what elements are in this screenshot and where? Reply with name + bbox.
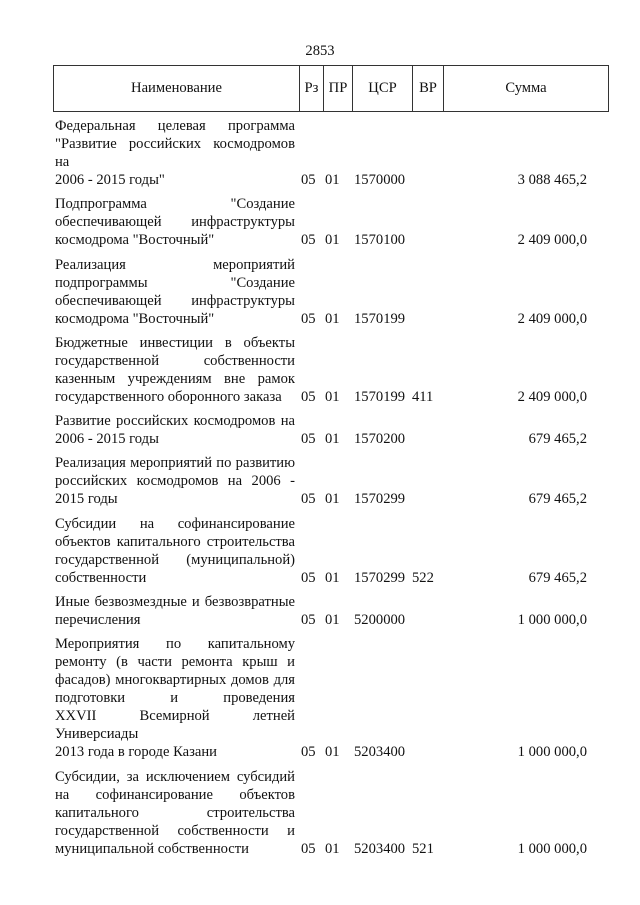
header-csr: ЦСР xyxy=(353,66,413,111)
row-name-line: Развитие российских космодромов на xyxy=(55,413,295,430)
row-sum: 2 409 000,0 xyxy=(517,388,587,405)
row-name-line: Иные безвозмездные и безвозвратные xyxy=(55,594,295,611)
row-name-line: космодрома "Восточный" xyxy=(55,232,215,249)
row-csr: 1570199 xyxy=(354,310,406,327)
row-vr: 522 xyxy=(412,569,434,586)
table-header xyxy=(53,65,609,112)
table-body xyxy=(55,117,587,864)
row-pr: 01 xyxy=(325,431,340,448)
row-pr: 01 xyxy=(325,569,340,586)
row-csr: 1570299 xyxy=(354,491,406,508)
table-row xyxy=(55,635,587,761)
row-name-line: муниципальной собственности xyxy=(55,840,249,857)
row-sum: 3 088 465,2 xyxy=(517,172,587,188)
row-rz: 05 xyxy=(301,172,316,188)
table-row xyxy=(55,454,587,508)
row-csr: 1570299 xyxy=(354,569,406,586)
row-name-line: российских космодромов на 2006 - xyxy=(55,473,295,490)
row-rz: 05 xyxy=(301,840,316,857)
table-row xyxy=(55,412,587,448)
header-pr: ПР xyxy=(324,66,353,111)
row-csr: 1570100 xyxy=(354,232,406,249)
row-name-line: подготовки и проведения xyxy=(55,690,295,707)
row-name xyxy=(55,635,295,761)
header-name: Наименование xyxy=(54,66,300,111)
row-name-line: собственности xyxy=(55,569,147,586)
row-name-line: 2006 - 2015 годы" xyxy=(55,172,165,188)
table-row xyxy=(55,117,587,189)
row-name xyxy=(55,593,295,629)
row-name xyxy=(55,768,295,858)
row-name-line: государственной собственности xyxy=(55,352,295,369)
row-name-line: 2013 года в городе Казани xyxy=(55,744,217,761)
row-name-line: 2015 годы xyxy=(55,491,118,508)
row-name-line: государственного оборонного заказа xyxy=(55,388,282,405)
row-name-line: на софинансирование объектов xyxy=(55,786,295,803)
row-name xyxy=(55,412,295,448)
row-pr: 01 xyxy=(325,310,340,327)
row-csr: 5203400 xyxy=(354,744,406,761)
row-csr: 1570200 xyxy=(354,431,406,448)
row-name-line: Реализация мероприятий по развитию xyxy=(55,455,295,472)
row-name-line: XXVII Всемирной летней Универсиады xyxy=(55,708,295,743)
row-name-line: перечисления xyxy=(55,612,141,629)
row-name-line: ремонту (в части ремонта крыш и xyxy=(55,654,295,671)
row-rz: 05 xyxy=(301,310,316,327)
row-sum: 2 409 000,0 xyxy=(517,310,587,327)
row-sum: 679 465,2 xyxy=(528,569,587,586)
row-rz: 05 xyxy=(301,612,316,629)
row-name-line: обеспечивающей инфраструктуры xyxy=(55,214,295,231)
row-pr: 01 xyxy=(325,612,340,629)
row-name-line: Субсидии, за исключением субсидий xyxy=(55,768,295,785)
header-sum: Сумма xyxy=(505,80,547,96)
row-name-line: космодрома "Восточный" xyxy=(55,310,215,327)
table-row xyxy=(55,256,587,328)
table-row xyxy=(55,515,587,587)
row-rz: 05 xyxy=(301,388,316,405)
row-sum: 679 465,2 xyxy=(528,431,587,448)
row-name-line: Реализация мероприятий xyxy=(55,256,295,273)
row-name-line: "Развитие российских космодромов на xyxy=(55,136,295,170)
row-name-line: капитального строительства xyxy=(55,804,295,821)
table-row xyxy=(55,195,587,249)
row-name-line: подпрограммы "Создание xyxy=(55,274,295,291)
table-row xyxy=(55,768,587,858)
row-name-line: обеспечивающей инфраструктуры xyxy=(55,292,295,309)
row-name-line: 2006 - 2015 годы xyxy=(55,431,159,448)
row-name-line: объектов капитального строительства xyxy=(55,533,295,550)
row-csr: 1570199 xyxy=(354,388,406,405)
row-vr: 521 xyxy=(412,840,434,857)
row-name xyxy=(55,334,295,406)
row-pr: 01 xyxy=(325,172,340,188)
row-pr: 01 xyxy=(325,388,340,405)
row-pr: 01 xyxy=(325,232,340,249)
row-csr: 5203400 xyxy=(354,840,406,857)
row-name-line: казенным учреждениям вне рамок xyxy=(55,370,295,387)
row-csr: 1570000 xyxy=(354,172,406,188)
table-row xyxy=(55,334,587,406)
row-sum: 679 465,2 xyxy=(528,491,587,508)
row-name xyxy=(55,117,295,189)
row-name-line: Субсидии на софинансирование xyxy=(55,515,295,532)
row-sum: 1 000 000,0 xyxy=(517,840,587,857)
row-pr: 01 xyxy=(325,840,340,857)
row-name-line: Бюджетные инвестиции в объекты xyxy=(55,334,295,351)
row-sum: 1 000 000,0 xyxy=(517,612,587,629)
header-rz: Рз xyxy=(300,66,324,111)
row-sum: 2 409 000,0 xyxy=(517,232,587,249)
row-csr: 5200000 xyxy=(354,612,406,629)
row-name-line: государственной (муниципальной) xyxy=(55,551,295,568)
page-number: 2853 xyxy=(305,43,335,59)
header-vr: ВР xyxy=(413,66,444,111)
row-name-line: фасадов) многоквартирных домов для xyxy=(55,672,295,689)
row-pr: 01 xyxy=(325,491,340,508)
row-name xyxy=(55,256,295,328)
row-rz: 05 xyxy=(301,569,316,586)
row-rz: 05 xyxy=(301,232,316,249)
row-name-line: Федеральная целевая программа xyxy=(55,118,295,134)
row-name-line: государственной собственности и xyxy=(55,822,295,839)
row-rz: 05 xyxy=(301,491,316,508)
row-rz: 05 xyxy=(301,744,316,761)
row-name-line: Мероприятия по капитальному xyxy=(55,636,295,653)
row-name xyxy=(55,515,295,587)
row-sum: 1 000 000,0 xyxy=(517,744,587,761)
row-name xyxy=(55,454,295,508)
row-name xyxy=(55,195,295,249)
row-vr: 411 xyxy=(412,388,434,405)
row-rz: 05 xyxy=(301,431,316,448)
row-pr: 01 xyxy=(325,744,340,761)
row-name-line: Подпрограмма "Создание xyxy=(55,196,295,213)
table-row xyxy=(55,593,587,629)
